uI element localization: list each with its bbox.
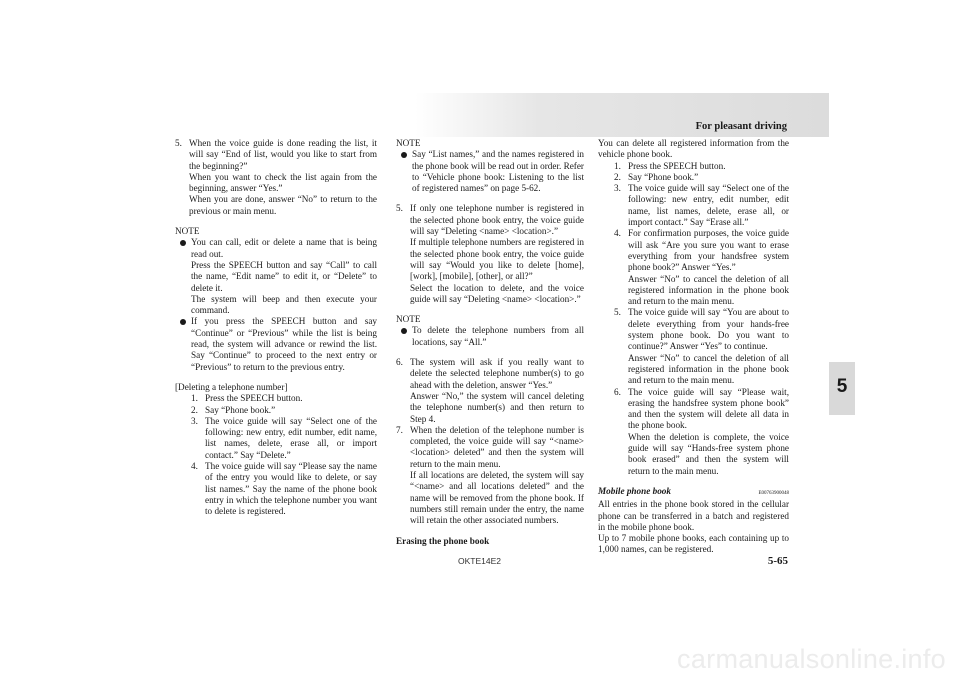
step-text: Answer “No” to cancel the deletion of all registered information in the phone book and return to the main menu. xyxy=(628,273,789,307)
step-text: Answer “No” to cancel the deletion of all registered information in the phone book and return to the main menu. xyxy=(628,352,789,386)
step-number: 1. xyxy=(614,160,621,171)
step-text: If multiple telephone numbers are registered in the selected phone book entry, the voice guide will say “Would you like to delete [home], [work], [mobile], [other], or all?” xyxy=(410,237,584,282)
bullet-icon xyxy=(400,325,412,348)
chapter-number: 5 xyxy=(836,376,848,397)
step-number: 4. xyxy=(191,461,198,472)
mobile-phone-book-heading xyxy=(598,486,789,499)
bullet-text: If you press the SPEECH button and say “Continue” or “Previous” while the list is being read, the system will advance or rewind the list. Say “Continue” to proceed to the next entry or “Previous” to return to the previous entry. xyxy=(191,316,377,372)
watermark: carmanualsonline.info xyxy=(677,644,946,674)
reference-code: E00763900048 xyxy=(758,490,789,496)
step-2 xyxy=(191,405,377,416)
bullet-icon xyxy=(179,316,191,372)
note-title: NOTE xyxy=(396,314,421,325)
step-1 xyxy=(191,393,377,404)
bullet-text: To delete the telephone numbers from all locations, say “All.” xyxy=(412,325,584,347)
step-text: Select the location to delete, and the voice guide will say “Deleting <name> <location>.” xyxy=(410,282,584,304)
note-title: NOTE xyxy=(396,138,421,148)
step-3 xyxy=(614,183,789,228)
step-text: Press the SPEECH button. xyxy=(628,160,726,171)
step-text: If all locations are deleted, the system will say “<name> and all locations deleted” and the name will be removed from the phone book. If numbers still remain under the entry, the name will retain the other associated numbers. xyxy=(410,470,584,526)
step-4 xyxy=(191,461,377,517)
note-bullet xyxy=(179,316,377,372)
section-heading: Erasing the phone book xyxy=(396,535,490,546)
step-3 xyxy=(191,416,377,461)
step-5 xyxy=(396,203,584,305)
bullet-text: You can call, edit or delete a name that is being read out. xyxy=(191,237,377,259)
note-title: NOTE xyxy=(175,226,200,237)
step-number: 6. xyxy=(396,357,403,368)
subsection-heading: [Deleting a telephone number] xyxy=(175,381,288,392)
step-text: The voice guide will say “You are about to delete everything from your hands-free system phone book. Do you want to continue?” Answer “Yes” to continue. xyxy=(628,307,789,352)
bullet-icon xyxy=(400,149,412,194)
step-text: For confirmation purposes, the voice guide will ask “Are you sure you want to erase everything from your handsfree system phone book?” Answer “Yes.” xyxy=(628,228,789,273)
body-text: Up to 7 mobile phone books, each containing up to 1,000 names, can be registered. xyxy=(598,533,789,555)
step-text: The voice guide will say “Select one of the following: new entry, edit number, edit name, list names, delete, erase all, or import contact.” Say “Delete.” xyxy=(205,415,377,460)
footer-code: OKTE14E2 xyxy=(458,556,501,566)
section-title: For pleasant driving xyxy=(695,121,787,132)
bullet-icon xyxy=(179,237,191,316)
note-bullet xyxy=(400,149,584,194)
step-5 xyxy=(175,138,377,217)
column-left xyxy=(175,138,377,518)
step-number: 6. xyxy=(614,386,621,397)
step-2 xyxy=(614,172,789,183)
step-number: 2. xyxy=(614,171,621,182)
step-5 xyxy=(614,307,789,386)
step-text: If only one telephone number is registered in the selected phone book entry, the voice guide will say “Deleting <name> <location>.” xyxy=(410,203,584,237)
step-number: 5. xyxy=(614,307,621,318)
note-bullet xyxy=(179,237,377,316)
step-text: When you want to check the list again from the beginning, answer “Yes.” xyxy=(189,171,377,194)
step-6 xyxy=(614,387,789,477)
step-text: Answer “No,” the system will cancel deleting the telephone number(s) and then return to Step 4. xyxy=(410,390,584,424)
column-middle xyxy=(396,138,584,547)
bullet-text: Say “List names,” and the names registered in the phone book will be read out in order. Refer to “Vehicle phone book: Listening to the list of registered names” on page 5-62. xyxy=(412,149,584,194)
column-right xyxy=(598,138,789,556)
step-number: 7. xyxy=(396,424,403,435)
intro-text: You can delete all registered information from the vehicle phone book. xyxy=(598,138,789,160)
page-number: 5-65 xyxy=(767,555,788,567)
step-4 xyxy=(614,228,789,307)
step-text: When the deletion of the telephone number is completed, the voice guide will say “<name> <location> deleted” and then the system will return to the main menu. xyxy=(410,424,584,469)
section-heading: Mobile phone book xyxy=(598,485,671,496)
step-text: When the deletion is complete, the voice guide will say “Hands-free system phone book erased” and then the system will return to the main menu. xyxy=(628,431,789,476)
bullet-text: The system will beep and then execute your command. xyxy=(191,293,377,316)
step-number: 3. xyxy=(191,415,198,426)
step-text: The system will ask if you really want to delete the selected telephone number(s) to go ahead with the deletion, answer “Yes.” xyxy=(410,357,584,390)
step-text: The voice guide will say “Please wait, erasing the handsfree system phone book” and then the system will delete all data in the phone book. xyxy=(628,386,789,431)
step-text: The voice guide will say “Select one of the following: new entry, edit number, edit name, list names, delete, erase all, or import contact.” Say “Erase all.” xyxy=(628,183,789,228)
step-text: Press the SPEECH button. xyxy=(205,393,303,404)
step-number: 3. xyxy=(614,183,621,194)
step-number: 5. xyxy=(396,203,403,214)
step-text: Say “Phone book.” xyxy=(205,404,276,415)
step-number: 1. xyxy=(191,393,198,404)
step-text: The voice guide will say “Please say the name of the entry you would like to delete, or say list names.” Say the name of the phone book entry in which the telephone number you want to delete is registered. xyxy=(205,461,377,517)
step-6 xyxy=(396,357,584,425)
step-number: 4. xyxy=(614,228,621,239)
step-text: When you are done, answer “No” to return to the previous or main menu. xyxy=(189,194,377,216)
note-bullet xyxy=(400,325,584,348)
step-7 xyxy=(396,425,584,527)
step-number: 5. xyxy=(175,138,182,148)
body-text: All entries in the phone book stored in the cellular phone can be transferred in a batch and registered in the mobile phone book. xyxy=(598,499,789,532)
bullet-text: Press the SPEECH button and say “Call” to call the name, “Edit name” to edit it, or “Delete” to delete it. xyxy=(191,259,377,293)
step-1 xyxy=(614,161,789,172)
step-number: 2. xyxy=(191,404,198,415)
step-text: Say “Phone book.” xyxy=(628,171,699,182)
step-text: When the voice guide is done reading the list, it will say “End of list, would you like to start from the beginning?” xyxy=(189,138,377,171)
